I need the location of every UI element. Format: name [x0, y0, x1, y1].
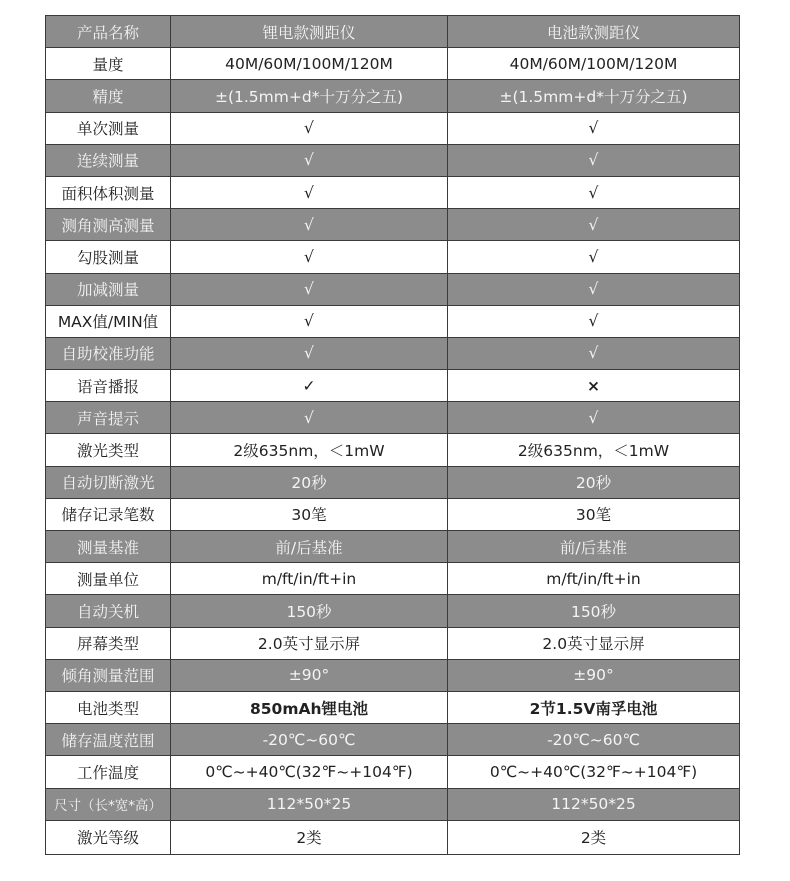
table-header-row	[46, 16, 740, 48]
row-value-battery: 前/后基准	[448, 531, 740, 563]
row-value-battery: √	[448, 209, 740, 241]
row-label: 激光等级	[46, 820, 171, 854]
row-value-battery: √	[448, 305, 740, 337]
table-row	[46, 724, 740, 756]
row-label: 语音播报	[46, 370, 171, 402]
row-value-lithium: ±90°	[171, 659, 448, 691]
row-value-battery: 2级635nm，＜1mW	[448, 434, 740, 466]
row-label: 勾股测量	[46, 241, 171, 273]
row-label: 自助校准功能	[46, 337, 171, 369]
row-value-lithium: 850mAh锂电池	[171, 691, 448, 723]
row-label: 电池类型	[46, 691, 171, 723]
row-value-lithium: 20秒	[171, 466, 448, 498]
row-value-lithium: √	[171, 112, 448, 144]
row-value-battery: 40M/60M/100M/120M	[448, 48, 740, 80]
table-row	[46, 691, 740, 723]
table-row	[46, 498, 740, 530]
row-value-battery: 2节1.5V南孚电池	[448, 691, 740, 723]
row-value-lithium: 40M/60M/100M/120M	[171, 48, 448, 80]
cross-mark-icon: ×	[448, 370, 740, 402]
row-value-lithium: 前/后基准	[171, 531, 448, 563]
row-value-lithium: 2.0英寸显示屏	[171, 627, 448, 659]
table-row	[46, 112, 740, 144]
row-value-lithium: 30笔	[171, 498, 448, 530]
table-row	[46, 466, 740, 498]
row-value-lithium: √	[171, 241, 448, 273]
row-value-lithium: 2类	[171, 820, 448, 854]
row-value-battery: 20秒	[448, 466, 740, 498]
row-value-lithium: 150秒	[171, 595, 448, 627]
spec-comparison-table	[45, 15, 740, 855]
row-label: 面积体积测量	[46, 176, 171, 208]
row-label: 储存记录笔数	[46, 498, 171, 530]
table-row	[46, 820, 740, 854]
header-col-battery: 电池款测距仪	[448, 16, 740, 48]
header-label: 产品名称	[46, 16, 171, 48]
row-value-battery: 112*50*25	[448, 788, 740, 820]
table-row	[46, 176, 740, 208]
row-value-battery: 2类	[448, 820, 740, 854]
table-row	[46, 402, 740, 434]
table-row	[46, 563, 740, 595]
row-value-lithium: √	[171, 337, 448, 369]
row-label: 储存温度范围	[46, 724, 171, 756]
row-label: MAX值/MIN值	[46, 305, 171, 337]
row-label: 加减测量	[46, 273, 171, 305]
row-value-lithium: ±(1.5mm+d*十万分之五)	[171, 80, 448, 112]
table-row	[46, 627, 740, 659]
table-row	[46, 209, 740, 241]
table-row	[46, 531, 740, 563]
row-value-lithium: √	[171, 305, 448, 337]
row-value-battery: √	[448, 144, 740, 176]
table-row	[46, 337, 740, 369]
check-mark-icon: ✓	[171, 370, 448, 402]
row-label: 工作温度	[46, 756, 171, 788]
row-label: 激光类型	[46, 434, 171, 466]
table-row	[46, 305, 740, 337]
row-value-lithium: 2级635nm，＜1mW	[171, 434, 448, 466]
table-row	[46, 659, 740, 691]
row-label: 自动关机	[46, 595, 171, 627]
row-value-lithium: √	[171, 402, 448, 434]
row-value-lithium: √	[171, 273, 448, 305]
row-label: 倾角测量范围	[46, 659, 171, 691]
row-label: 尺寸（长*宽*高）	[46, 788, 171, 820]
table-row	[46, 788, 740, 820]
row-value-lithium: √	[171, 209, 448, 241]
row-value-battery: -20℃~60℃	[448, 724, 740, 756]
row-label: 精度	[46, 80, 171, 112]
row-label: 连续测量	[46, 144, 171, 176]
row-value-lithium: m/ft/in/ft+in	[171, 563, 448, 595]
table-row	[46, 273, 740, 305]
row-label: 测量单位	[46, 563, 171, 595]
table-row	[46, 144, 740, 176]
table-row	[46, 370, 740, 402]
row-value-battery: 0℃~+40℃(32℉~+104℉)	[448, 756, 740, 788]
row-value-lithium: 112*50*25	[171, 788, 448, 820]
row-value-battery: 2.0英寸显示屏	[448, 627, 740, 659]
row-value-battery: 150秒	[448, 595, 740, 627]
row-value-battery: √	[448, 241, 740, 273]
row-label: 自动切断激光	[46, 466, 171, 498]
table-row	[46, 756, 740, 788]
row-value-battery: 30笔	[448, 498, 740, 530]
row-label: 量度	[46, 48, 171, 80]
row-value-battery: √	[448, 337, 740, 369]
row-label: 单次测量	[46, 112, 171, 144]
table-row	[46, 595, 740, 627]
row-value-lithium: -20℃~60℃	[171, 724, 448, 756]
row-label: 屏幕类型	[46, 627, 171, 659]
row-value-lithium: √	[171, 176, 448, 208]
row-value-battery: √	[448, 273, 740, 305]
table-row	[46, 80, 740, 112]
row-value-battery: ±90°	[448, 659, 740, 691]
header-col-lithium: 锂电款测距仪	[171, 16, 448, 48]
row-label: 测角测高测量	[46, 209, 171, 241]
row-value-battery: √	[448, 176, 740, 208]
table-row	[46, 434, 740, 466]
table-row	[46, 241, 740, 273]
row-value-battery: ±(1.5mm+d*十万分之五)	[448, 80, 740, 112]
row-value-lithium: 0℃~+40℃(32℉~+104℉)	[171, 756, 448, 788]
row-value-lithium: √	[171, 144, 448, 176]
row-value-battery: √	[448, 402, 740, 434]
table-row	[46, 48, 740, 80]
row-value-battery: m/ft/in/ft+in	[448, 563, 740, 595]
row-label: 测量基准	[46, 531, 171, 563]
row-label: 声音提示	[46, 402, 171, 434]
row-value-battery: √	[448, 112, 740, 144]
